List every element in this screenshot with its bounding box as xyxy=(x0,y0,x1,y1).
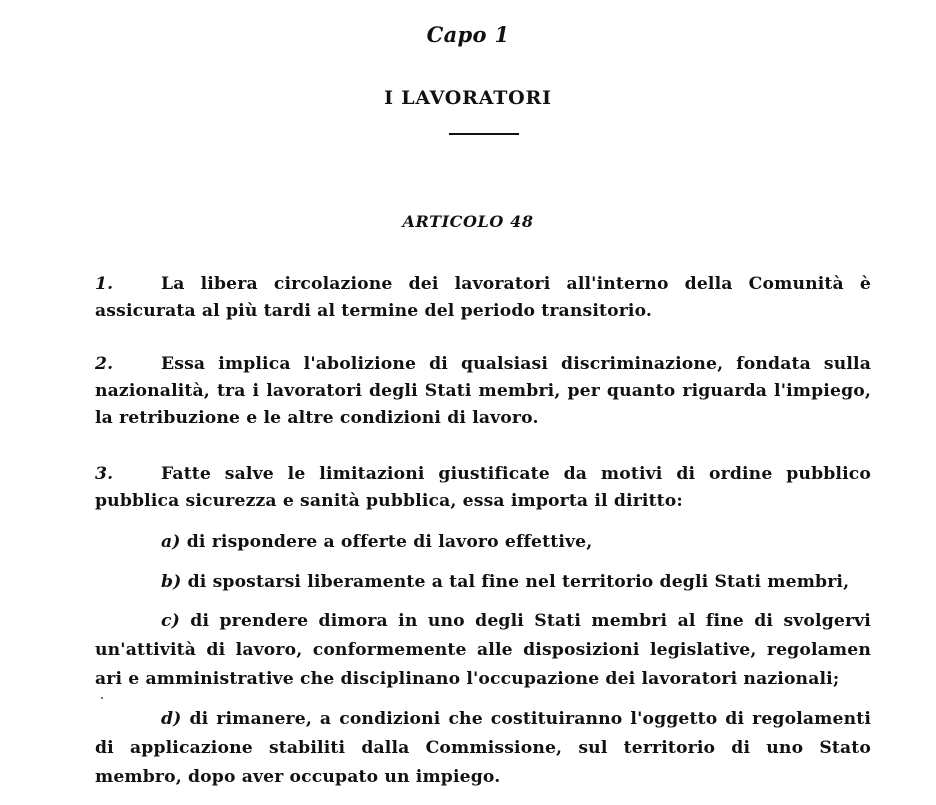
item-text: di spostarsi liberamente a tal fine nel territorio degli Stati membri, xyxy=(187,572,850,592)
paragraph-number: 1. xyxy=(95,274,114,294)
paragraph-number: 2. xyxy=(95,354,114,374)
item-text: di rimanere, a condizioni che costituiranno l'oggetto di regolamenti di applicazione stabiliti dalla Commissione, sul territorio di uno Stato membro, dopo aver occupato un impiego. xyxy=(95,709,871,787)
item-letter: b) xyxy=(161,572,182,592)
item-letter: a) xyxy=(161,532,181,552)
print-speck xyxy=(101,697,103,699)
paragraph-text: La libera circolazione dei lavoratori all'interno della Comunità è assicurata al più tardi al termine del periodo transitorio. xyxy=(95,274,871,321)
item-letter: c) xyxy=(161,611,180,631)
article-heading: ARTICOLO 48 xyxy=(402,212,534,231)
paragraph-2 xyxy=(95,351,871,432)
paragraph-number: 3. xyxy=(95,464,114,484)
chapter-heading: Capo 1 xyxy=(426,22,510,47)
paragraph-text: Essa implica l'abolizione di qualsiasi discriminazione, fondata sulla nazionalità, tra i lavoratori degli Stati membri, per quanto riguarda l'impiego, la retribuzione e le altre condizioni di lavoro. xyxy=(95,354,871,428)
paragraph-1 xyxy=(95,271,871,325)
paragraph-text: Fatte salve le limitazioni giustificate da motivi di ordine pubblico pubblica sicurezza e sanità pubblica, essa importa il diritto: xyxy=(95,464,871,511)
item-text: di rispondere a offerte di lavoro effettive, xyxy=(186,532,593,552)
list-item-a xyxy=(161,528,871,557)
item-text: di prendere dimora in uno degli Stati membri al fine di svolgervi un'attività di lavoro, conformemente alle disposizioni legislative, regolamen ari e amministrative che disciplinano l'occupazione dei lavoratori nazionali; xyxy=(95,611,871,689)
list-item-c xyxy=(95,607,871,694)
list-item-b xyxy=(161,568,871,597)
item-letter: d) xyxy=(161,709,182,729)
section-title: I LAVORATORI xyxy=(384,87,552,109)
list-item-d xyxy=(95,705,871,792)
paragraph-3 xyxy=(95,461,871,515)
title-divider xyxy=(449,133,519,135)
